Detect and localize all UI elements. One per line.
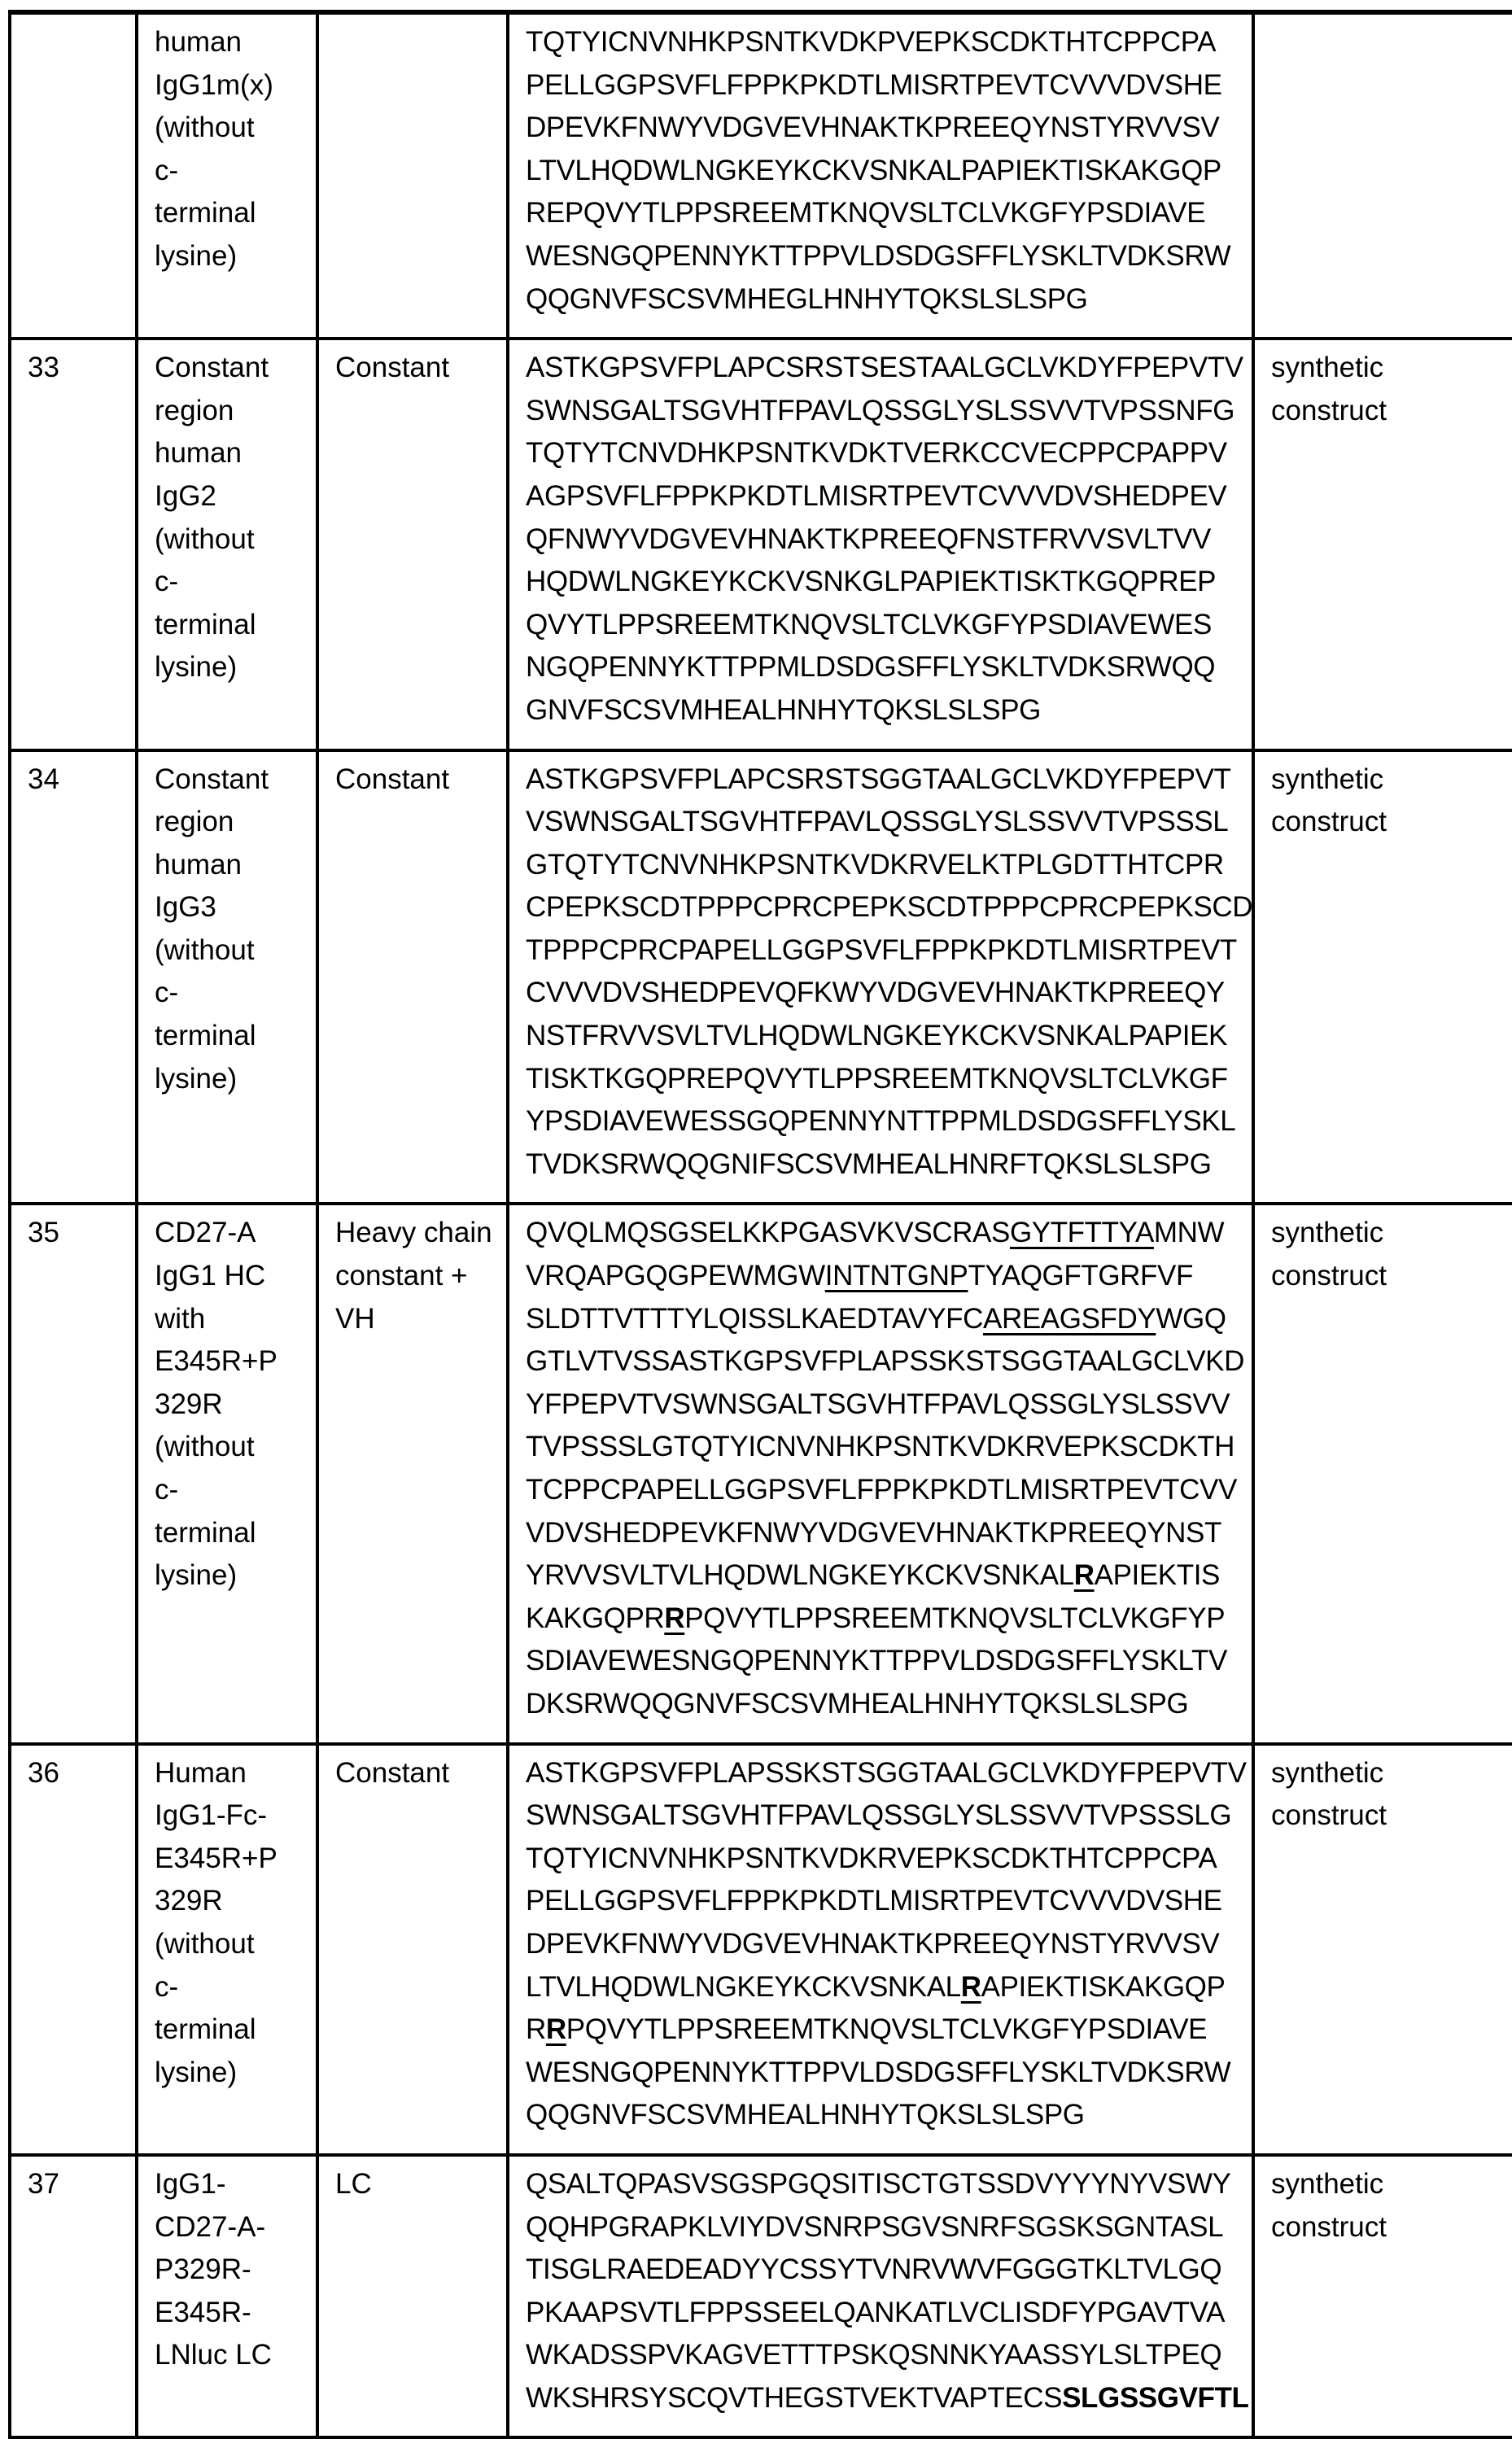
sequence-segment: SWNSGALTSGVHTFPAVLQSSGLYSLSSVVTVPSSSLG [526,1799,1232,1832]
sequence-segment: YPSDIAVEWESSGQPENNYNTTPPMLDSDGSFFLYSKL [526,1105,1236,1138]
sequence-segment: YFPEPVTVSWNSGALTSGVHTFPAVLQSSGLYSLSSVV [526,1388,1230,1420]
description-line: (without [155,111,255,144]
source-line: construct [1271,2210,1387,2243]
sequence-segment: ASTKGPSVFPLAPSSKSTSGGTAALGCLVKDYFPEPVTV [526,1756,1247,1789]
sequence-segment: AGPSVFLFPPKPKDTLMISRTPEVTCVVVDVSHEDPEV [526,479,1227,512]
seq-id: 34 [28,763,59,795]
sequence-line [526,646,1239,689]
type-cell [317,339,508,750]
sequence-segment: MNW [1153,1217,1225,1249]
description-cell [137,2155,317,2438]
sequence-segment: WGQ [1156,1302,1226,1335]
source-line: synthetic [1271,1756,1384,1789]
sequence-cell [508,1204,1253,1743]
sequence-segment: ASTKGPSVFPLAPCSRSTSGGTAALGCLVKDYFPEPVT [526,763,1231,795]
sequence-line [526,1298,1239,1341]
sequence-line [526,1015,1239,1058]
sequence-segment: TVPSSSLGTQTYICNVNHKPSNTKVDKRVEPKSCDKTH [526,1431,1235,1463]
description-line: c- [155,1474,179,1506]
seq-id-cell [10,750,137,1204]
seq-id-cell [10,12,137,339]
sequence-segment: TISKTKGQPREPQVYTLPPSREEMTKNQVSLTCLVKGF [526,1062,1228,1095]
description-line: terminal [155,608,256,640]
sequence-segment: NGQPENNYKTTPPMLDSDGSFFLYSKLTVDKSRWQQ [526,651,1216,684]
source-cell [1253,1744,1512,2155]
sequence-line [526,2163,1239,2206]
sequence-segment: WKADSSPVKAGVETTTPSKQSNNKYAASSYLSLTPEQ [526,2339,1222,2371]
sequence-segment: QSALTQPASVSGSPGQSITISCTGTSSDVYYYNYVSWY [526,2167,1231,2200]
sequence-line [526,1143,1239,1187]
description-line: 329R [155,1388,223,1420]
sequence-line [526,886,1253,929]
sequence-line [526,844,1239,887]
description-cell [137,12,317,339]
sequence-segment: CPEPKSCDTPPPCPRCPEPKSCDTPPPCPRCPEPKSCD [526,891,1253,924]
sequence-table [8,10,1512,2439]
source-cell [1253,339,1512,750]
source-cell [1253,2155,1512,2438]
sequence-segment: YRVVSVLTVLHQDWLNGKEYKCKVSNKAL [526,1559,1074,1592]
sequence-line [526,1880,1239,1923]
sequence-segment: VSWNSGALTSGVHTFPAVLQSSGLYSLSSVVTVPSSSL [526,806,1229,838]
description-line: terminal [155,197,256,229]
sequence-segment: SWNSGALTSGVHTFPAVLQSSGLYSLSSVVTVPSSNFG [526,394,1235,426]
sequence-segment: KAKGQPR [526,1602,665,1634]
description-line: IgG1- [155,2167,226,2200]
description-line: LNluc LC [155,2339,272,2371]
sequence-segment: DPEVKFNWYVDGVEVHNAKTKPREEQYNSTYRVVSV [526,111,1220,144]
sequence-line [526,1640,1239,1683]
sequence-segment: TQTYICNVNHKPSNTKVDKRVEPKSCDKTHTCPPCPA [526,1842,1217,1874]
sequence-line [526,1426,1239,1469]
source-line: construct [1271,394,1387,426]
sequence-line [526,1512,1239,1555]
sequence-segment: VRQAPGQGPEWMGW [526,1260,825,1292]
sequence-segment: VDVSHEDPEVKFNWYVDGVEVHNAKTKPREEQYNST [526,1516,1221,1549]
description-cell [137,750,317,1204]
type-cell [317,750,508,1204]
description-line: lysine) [155,239,238,272]
sequence-line [526,1383,1239,1427]
region-type: Constant [335,1756,450,1789]
table-row [10,339,1512,750]
seq-id: 36 [28,1756,59,1789]
sequence-line [526,1966,1239,2009]
sequence-segment: LTVLHQDWLNGKEYKCKVSNKAL [526,1970,961,2003]
seq-id: 35 [28,1217,59,1249]
source-cell [1253,1204,1512,1743]
sequence-line [526,2052,1239,2095]
sequence-segment: CVVVDVSHEDPEVQFKWYVDGVEVHNAKTKPREEQY [526,977,1225,1009]
description-line: human [155,848,243,881]
sequence-segment: LTVLHQDWLNGKEYKCKVSNKALPAPIEKTISKAKGQP [526,154,1221,186]
sequence-segment: PKAAPSVTLFPPSSEELQANKATLVCLISDFYPGAVTVA [526,2296,1226,2328]
sequence-line [526,2249,1239,2292]
sequence-line [526,1255,1239,1298]
description-line: IgG2 [155,479,216,512]
sequence-line [526,972,1239,1015]
sequence-line [526,475,1239,518]
sequence-segment: QQGNVFSCSVMHEGLHNHYTQKSLSLSPG [526,282,1088,315]
description-line: human [155,437,243,470]
sequence-cell [508,1744,1253,2155]
description-line: E345R+P [155,1842,277,1874]
description-line: IgG3 [155,891,216,924]
sequence-segment: HQDWLNGKEYKCKVSNKGLPAPIEKTISKTKGQPREP [526,566,1217,598]
sequence-line [526,758,1239,802]
description-line: lysine) [155,1559,238,1592]
sequence-segment: GTLVTVSSASTKGPSVFPLAPSSKSTSGGTAALGCLVKD [526,1345,1245,1378]
sequence-segment: PQVYTLPPSREEMTKNQVSLTCLVKGFYP [684,1602,1226,1634]
description-cell [137,339,317,750]
region-type: Constant [335,763,450,795]
description-line: 329R [155,1885,223,1917]
sequence-cell [508,339,1253,750]
description-line: with [155,1302,206,1335]
sequence-segment: DPEVKFNWYVDGVEVHNAKTKPREEQYNSTYRVVSV [526,1927,1220,1960]
table-row [10,1204,1512,1743]
sequence-segment: NSTFRVVSVLTVLHQDWLNGKEYKCKVSNKALPAPIEK [526,1020,1228,1052]
source-line: construct [1271,806,1387,838]
description-line: CD27-A- [155,2210,266,2243]
sequence-segment: R [526,2013,546,2046]
sequence-segment: TQTYTCNVDHKPSNTKVDKTVERKCCVECPPCPAPPV [526,437,1227,470]
sequence-line [526,1100,1239,1143]
sequence-table-body [10,12,1512,2437]
seq-id: 37 [28,2167,59,2200]
sequence-segment: ASTKGPSVFPLAPCSRSTSESTAALGCLVKDYFPEPVTV [526,352,1243,384]
sequence-line [526,1838,1239,1881]
description-line: c- [155,977,179,1009]
seq-id: 33 [28,352,59,384]
sequence-line [526,2377,1249,2420]
source-line: synthetic [1271,2167,1384,2200]
sequence-segment: PQVYTLPPSREEMTKNQVSLTCLVKGFYPSDIAVE [566,2013,1208,2046]
description-line: terminal [155,1516,256,1549]
description-line: terminal [155,2013,256,2046]
sequence-line [526,2094,1239,2137]
bold-segment: SLGSSGVFTL [1062,2381,1249,2414]
table-row [10,2155,1512,2438]
description-line: (without [155,522,255,555]
mutation-residue: R [1073,1559,1095,1592]
sequence-line [526,689,1239,732]
region-type: Constant [335,352,450,384]
sequence-line [526,1469,1239,1512]
description-line: (without [155,1927,255,1960]
sequence-segment: WESNGQPENNYKTTPPVLDSDGSFFLYSKLTVDKSRW [526,2056,1231,2088]
sequence-segment: WKSHRSYSCQVTHEGSTVEKTVAPTECS [526,2381,1063,2414]
sequence-line [526,1058,1239,1101]
cdr-segment: INTNTGNP [824,1260,968,1292]
sequence-line [526,929,1239,973]
sequence-cell [508,12,1253,339]
description-line: c- [155,154,179,186]
sequence-line [526,278,1239,321]
description-line: c- [155,566,179,598]
description-line: region [155,806,234,838]
sequence-line [526,2292,1239,2335]
sequence-segment: SLDTTVTTTYLQISSLKAEDTAVYFC [526,1302,984,1335]
sequence-line [526,1340,1245,1383]
sequence-segment: PELLGGPSVFLFPPKPKDTLMISRTPEVTCVVVDVSHE [526,1885,1222,1917]
sequence-line [526,1794,1239,1838]
sequence-segment: REPQVYTLPPSREEMTKNQVSLTCLVKGFYPSDIAVE [526,197,1206,229]
sequence-segment: GNVFSCSVMHEALHNHYTQKSLSLSPG [526,693,1041,726]
description-line: lysine) [155,2056,238,2088]
sequence-line [526,1598,1239,1641]
type-cell [317,2155,508,2438]
sequence-line [526,390,1239,433]
seq-id-cell [10,2155,137,2438]
sequence-line [526,1752,1247,1795]
cdr-segment: AREAGSFDY [983,1302,1156,1335]
source-line: construct [1271,1799,1387,1832]
source-line: construct [1271,1260,1387,1292]
sequence-segment: WESNGQPENNYKTTPPVLDSDGSFFLYSKLTVDKSRW [526,239,1231,272]
type-cell [317,1744,508,2155]
sequence-segment: QQGNVFSCSVMHEALHNHYTQKSLSLSPG [526,2099,1085,2131]
source-line: synthetic [1271,1217,1384,1249]
description-line: P329R- [155,2253,251,2286]
sequence-segment: PELLGGPSVFLFPPKPKDTLMISRTPEVTCVVVDVSHE [526,68,1222,101]
description-cell [137,1204,317,1743]
description-line: (without [155,1431,255,1463]
sequence-line [526,2206,1239,2249]
sequence-segment: APIEKTISKAKGQP [981,1970,1226,2003]
seq-id-cell [10,1744,137,2155]
mutation-residue: R [960,1970,981,2003]
sequence-segment: TPPPCPRCPAPELLGGPSVFLFPPKPKDTLMISRTPEVT [526,933,1237,966]
sequence-line [526,107,1239,150]
seq-id-cell [10,339,137,750]
sequence-line [526,1212,1239,1255]
sequence-line [526,347,1243,390]
sequence-line [526,432,1239,475]
seq-id-cell [10,1204,137,1743]
sequence-line [526,518,1239,562]
description-line: terminal [155,1020,256,1052]
sequence-line [526,192,1239,235]
sequence-segment: TCPPCPAPELLGGPSVFLFPPKPKDTLMISRTPEVTCVV [526,1474,1237,1506]
type-cell [317,1204,508,1743]
sequence-line [526,2008,1239,2052]
description-line: c- [155,1970,179,2003]
sequence-line [526,604,1239,647]
sequence-cell [508,750,1253,1204]
mutation-residue: R [664,1602,685,1634]
sequence-segment: TISGLRAEDEADYYCSSYTVNRVWVFGGGTKLTVLGQ [526,2253,1222,2286]
sequence-line [526,1683,1239,1726]
sequence-segment: SDIAVEWESNGQPENNYKTTPPVLDSDGSFFLYSKLTV [526,1645,1227,1677]
sequence-segment: GTQTYTCNVNHKPSNTKVDKRVELKTPLGDTTHTCPR [526,848,1224,881]
description-line: IgG1-Fc- [155,1799,268,1832]
description-line: E345R- [155,2296,251,2328]
sequence-line [526,21,1239,64]
table-row [10,750,1512,1204]
description-line: Constant [155,352,269,384]
sequence-segment: TQTYICNVNHKPSNTKVDKPVEPKSCDKTHTCPPCPA [526,26,1217,58]
cdr-segment: GYTFTTYA [1009,1217,1154,1249]
sequence-segment: APIEKTIS [1094,1559,1220,1592]
source-cell [1253,12,1512,339]
description-line: (without [155,933,255,966]
sequence-line [526,561,1239,604]
sequence-line [526,64,1239,107]
description-line: lysine) [155,1062,238,1095]
sequence-line [526,1923,1239,1966]
mutation-residue: R [545,2013,566,2046]
description-line: human [155,26,243,58]
sequence-segment: QVYTLPPSREEMTKNQVSLTCLVKGFYPSDIAVEWES [526,608,1212,640]
sequence-line [526,2334,1239,2377]
sequence-line [526,1554,1239,1598]
sequence-segment: QQHPGRAPKLVIYDVSNRPSGVSNRFSGSKSGNTASL [526,2210,1224,2243]
description-line: IgG1m(x) [155,68,273,101]
table-row [10,1744,1512,2155]
sequence-segment: QFNWYVDGVEVHNAKTKPREEQFNSTFRVVSVLTVV [526,522,1211,555]
source-line: synthetic [1271,352,1384,384]
region-type: LC [335,2167,372,2200]
sequence-segment: QVQLMQSGSELKKPGASVKVSCRAS [526,1217,1010,1249]
description-line: Constant [155,763,269,795]
sequence-line [526,235,1239,278]
sequence-line [526,801,1239,844]
table-row [10,12,1512,339]
sequence-segment: DKSRWQQGNVFSCSVMHEALHNHYTQKSLSLSPG [526,1687,1189,1720]
region-type: Heavy chain constant + VH [335,1217,492,1335]
description-line: CD27-A [155,1217,256,1249]
description-line: lysine) [155,651,238,684]
source-cell [1253,750,1512,1204]
sequence-segment: TVDKSRWQQGNIFSCSVMHEALHNRFTQKSLSLSPG [526,1147,1212,1180]
sequence-line [526,150,1239,193]
type-cell [317,12,508,339]
description-line: IgG1 HC [155,1260,266,1292]
description-line: E345R+P [155,1345,277,1378]
sequence-segment: TYAQGFTGRFVF [968,1260,1193,1292]
source-line: synthetic [1271,763,1384,795]
description-line: region [155,394,234,426]
description-line: Human [155,1756,247,1789]
description-cell [137,1744,317,2155]
sequence-cell [508,2155,1253,2438]
